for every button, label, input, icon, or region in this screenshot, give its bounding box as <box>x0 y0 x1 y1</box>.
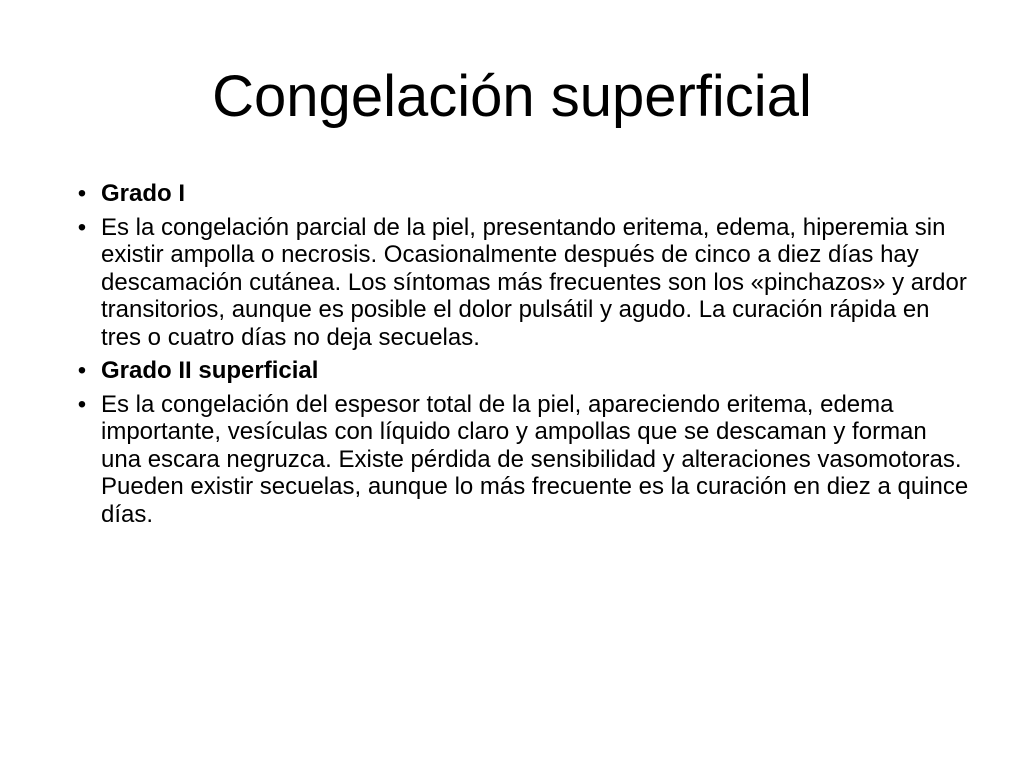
bullet-item-grado-ii-superficial <box>72 357 972 385</box>
bullet-heading-grado-i: Grado I <box>101 180 186 207</box>
bullet-heading-grado-ii-superficial: Grado II superficial <box>101 357 319 384</box>
bullet-text-grado-ii-description: Es la congelación del espesor total de la piel, apareciendo eritema, edema importante, vesículas con líquido claro y ampollas que se descaman y forman una escara negruzca. Existe pérdida de sensibilidad y alteraciones vasomotoras. Pueden existir secuelas, aunque lo más frecuente es la curación en diez a quince días. <box>101 390 969 528</box>
slide-title: Congelación superficial <box>212 64 812 129</box>
bullet-item-grado-i-description <box>72 214 972 352</box>
bullet-marker: • <box>77 180 87 207</box>
bullet-marker: • <box>77 390 87 418</box>
bullet-list <box>72 180 972 534</box>
bullet-text-grado-i-description: Es la congelación parcial de la piel, presentando eritema, edema, hiperemia sin existir ampolla o necrosis. Ocasionalmente después de cinco a diez días hay descamación cutánea. Los síntomas más frecuentes son los «pinchazos» y ardor transitorios, aunque es posible el dolor pulsátil y agudo. La curación rápida en tres o cuatro días no deja secuelas. <box>101 213 967 351</box>
bullet-marker: • <box>77 357 87 384</box>
bullet-marker: • <box>77 213 87 241</box>
bullet-item-grado-ii-description <box>72 391 972 529</box>
bullet-item-grado-i <box>72 180 972 208</box>
